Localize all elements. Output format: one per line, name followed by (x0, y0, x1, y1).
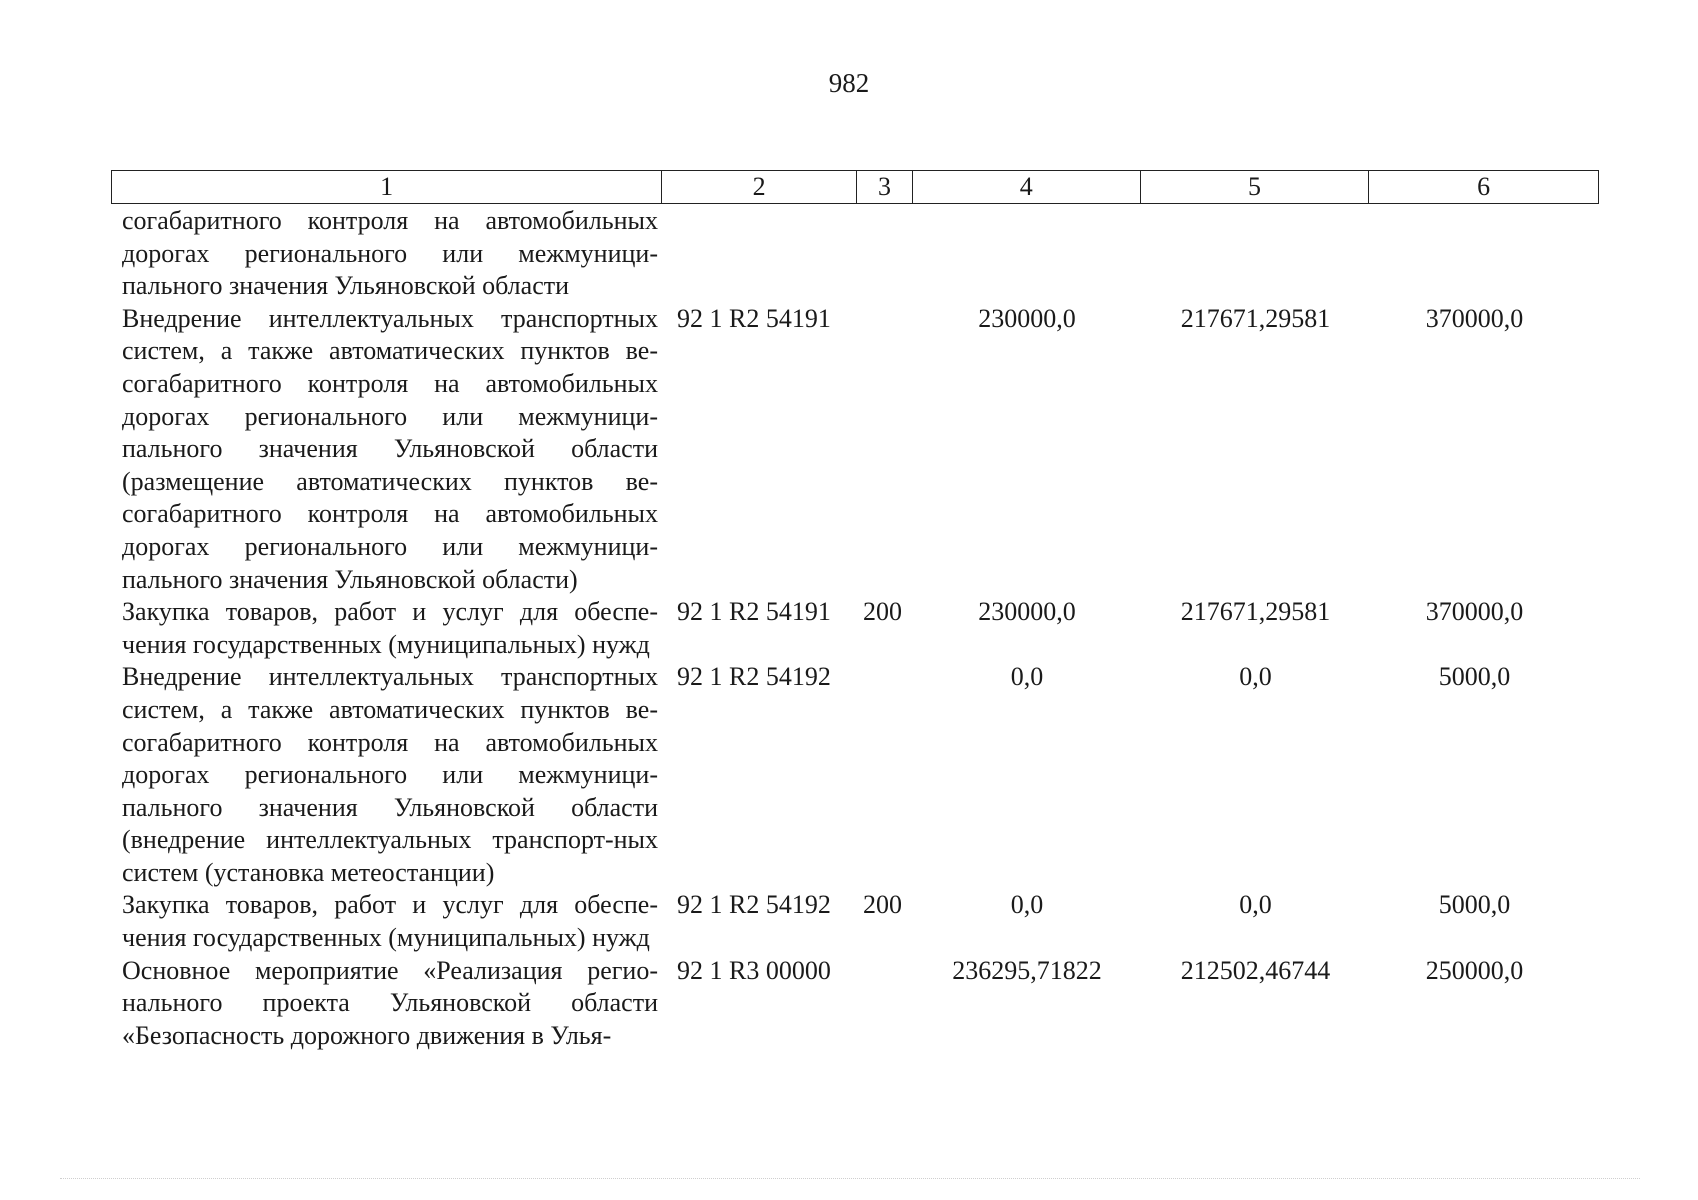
row-value-4: 0,0 (1010, 662, 1044, 692)
column-header-3: 3 (857, 171, 913, 203)
row-name: Внедрение интеллектуальных транспортных систем, а также автоматических пунктов ве-согабаритного контроля на автомобильных дорогах регионального или межмуници-пального значения Ульяновской области (размещение автоматических пунктов ве-согабаритного контроля на автомобильных дорогах регионального или межмуници-пального значения Ульяновской области) (122, 303, 658, 594)
row-code: 92 1 R2 54192 (677, 662, 831, 692)
row-name: Основное мероприятие «Реализация регио-нального проекта Ульяновской области «Безопасность дорожного движения в Улья- (122, 955, 658, 1050)
row-value-5: 0,0 (1239, 890, 1272, 920)
row-value-6: 370000,0 (1425, 597, 1524, 627)
row-expense-type: 200 (863, 597, 902, 627)
row-value-5: 217671,29581 (1180, 597, 1331, 627)
table-header (111, 170, 1599, 204)
column-header-5: 5 (1141, 171, 1370, 203)
column-header-2: 2 (662, 171, 857, 203)
row-value-4: 230000,0 (978, 597, 1076, 627)
table-row (111, 955, 1599, 1053)
row-code: 92 1 R3 00000 (677, 955, 831, 985)
row-code: 92 1 R2 54191 (677, 303, 831, 333)
table-row (111, 661, 1599, 889)
row-value-6: 250000,0 (1425, 955, 1524, 985)
row-code: 92 1 R2 54191 (677, 597, 831, 627)
row-value-4: 236295,71822 (952, 955, 1102, 985)
row-value-6: 5000,0 (1438, 890, 1511, 920)
row-name: Закупка товаров, работ и услуг для обеспе-чения государственных (муниципальных) нужд (122, 890, 658, 953)
table-row (111, 596, 1599, 661)
table-row (111, 303, 1599, 596)
table-row (111, 889, 1599, 954)
row-name: Внедрение интеллектуальных транспортных систем, а также автоматических пунктов ве-согабаритного контроля на автомобильных дорогах регионального или межмуници-пального значения Ульяновской области (внедрение интеллектуальных транспорт-ных систем (установка метеостанции) (122, 662, 658, 887)
row-value-5: 0,0 (1239, 662, 1272, 692)
row-name: Закупка товаров, работ и услуг для обеспе-чения государственных (муниципальных) нужд (122, 597, 658, 659)
column-header-6: 6 (1477, 172, 1491, 201)
row-value-4: 230000,0 (978, 303, 1076, 333)
row-value-6: 5000,0 (1438, 662, 1511, 692)
column-header-1: 1 (112, 171, 662, 203)
row-value-5: 212502,46744 (1180, 955, 1331, 985)
page-number: 982 (828, 68, 870, 98)
row-name: согабаритного контроля на автомобильных дорогах регионального или межмуници-пального значения Ульяновской области (122, 206, 658, 301)
row-value-6: 370000,0 (1425, 303, 1524, 333)
row-expense-type: 200 (863, 890, 902, 920)
row-value-5: 217671,29581 (1180, 303, 1331, 333)
scan-edge-divider (60, 1178, 1640, 1180)
row-value-4: 0,0 (1010, 890, 1044, 920)
table-body (111, 205, 1599, 1052)
row-code: 92 1 R2 54192 (677, 890, 831, 920)
column-header-4: 4 (913, 171, 1141, 203)
table-row (111, 205, 1599, 303)
